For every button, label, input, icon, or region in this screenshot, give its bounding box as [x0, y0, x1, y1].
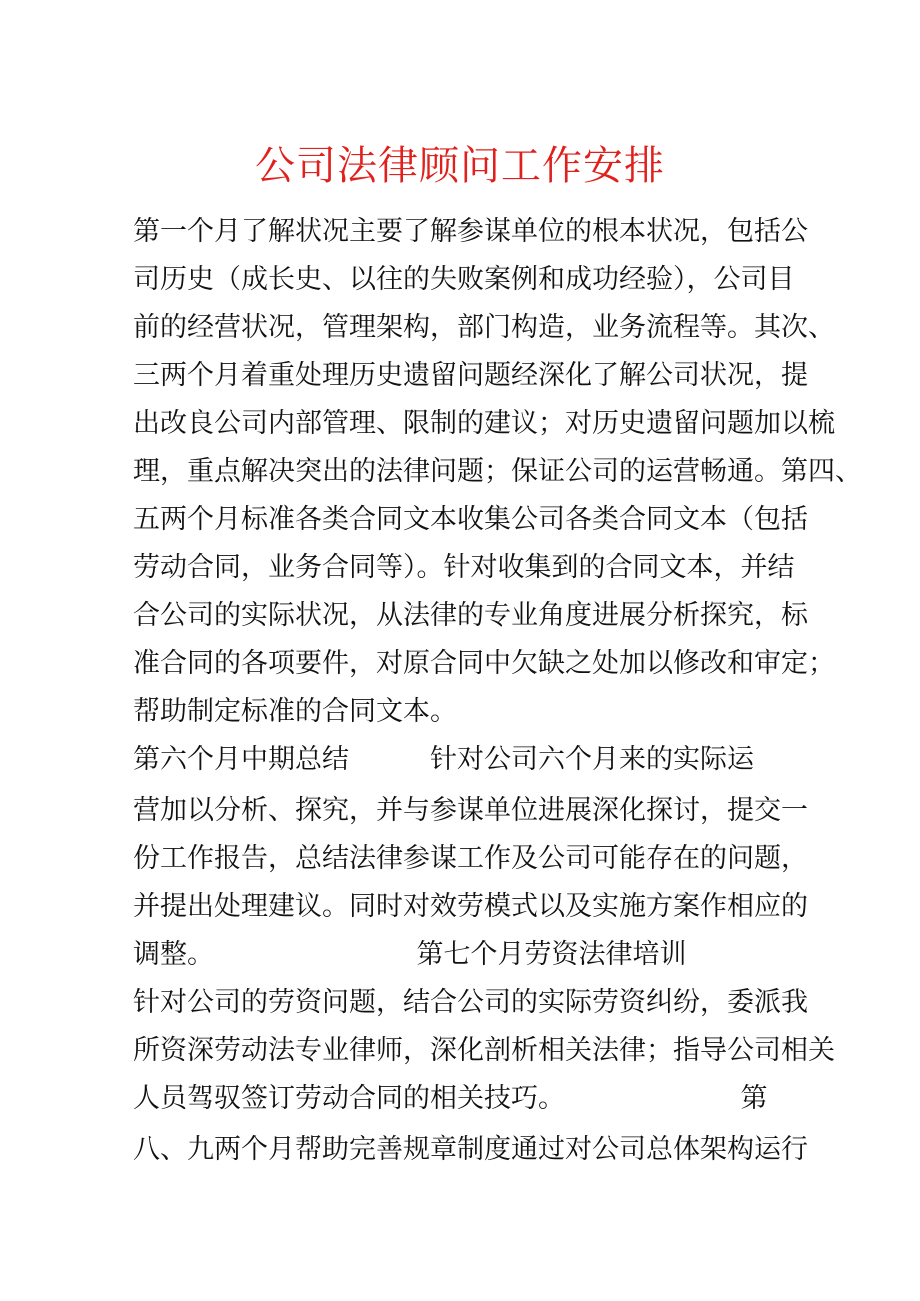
section-heading-line: 第六个月中期总结 针对公司六个月来的实际运 [133, 744, 754, 775]
paragraph-line: 三两个月着重处理历史遗留问题经深化了解公司状况，提 [133, 360, 808, 391]
document-title: 公司法律顾问工作安排 [255, 143, 665, 189]
paragraph-line: 准合同的各项要件，对原合同中欠缺之处加以修改和审定； [133, 648, 835, 679]
paragraph-line: 针对公司的劳资问题，结合公司的实际劳资纠纷，委派我 [133, 987, 808, 1018]
paragraph-line: 劳动合同，业务合同等）。针对收集到的合同文本，并结 [133, 552, 795, 583]
paragraph-line: 营加以分析、探究，并与参谋单位进展深化探讨，提交一 [133, 795, 808, 826]
section-heading-line: 调整。 第七个月劳资法律培训 [133, 939, 687, 970]
paragraph-line: 所资深劳动法专业律师，深化剖析相关法律；指导公司相关 [133, 1035, 835, 1066]
paragraph-line: 第一个月了解状况主要了解参谋单位的根本状况，包括公 [133, 216, 808, 247]
paragraph-line: 八、九两个月帮助完善规章制度通过对公司总体架构运行 [133, 1134, 808, 1165]
paragraph-line: 合公司的实际状况，从法律的专业角度进展分析探究，标 [133, 600, 808, 631]
paragraph-line: 出改良公司内部管理、限制的建议；对历史遗留问题加以梳 [133, 408, 835, 439]
paragraph-line: 五两个月标准各类合同文本收集公司各类合同文本（包括 [133, 504, 808, 535]
paragraph-line: 份工作报告，总结法律参谋工作及公司可能存在的问题， [133, 843, 808, 874]
paragraph-line: 理，重点解决突出的法律问题；保证公司的运营畅通。第四、 [133, 456, 862, 487]
paragraph-line: 帮助制定标准的合同文本。 [133, 696, 457, 727]
paragraph-line: 前的经营状况，管理架构，部门构造，业务流程等。其次、 [133, 312, 835, 343]
paragraph-line: 司历史（成长史、以往的失败案例和成功经验），公司目 [133, 264, 795, 295]
paragraph-line: 人员驾驭签订劳动合同的相关技巧。 第 [133, 1083, 768, 1114]
paragraph-line: 并提出处理建议。同时对效劳模式以及实施方案作相应的 [133, 891, 808, 922]
